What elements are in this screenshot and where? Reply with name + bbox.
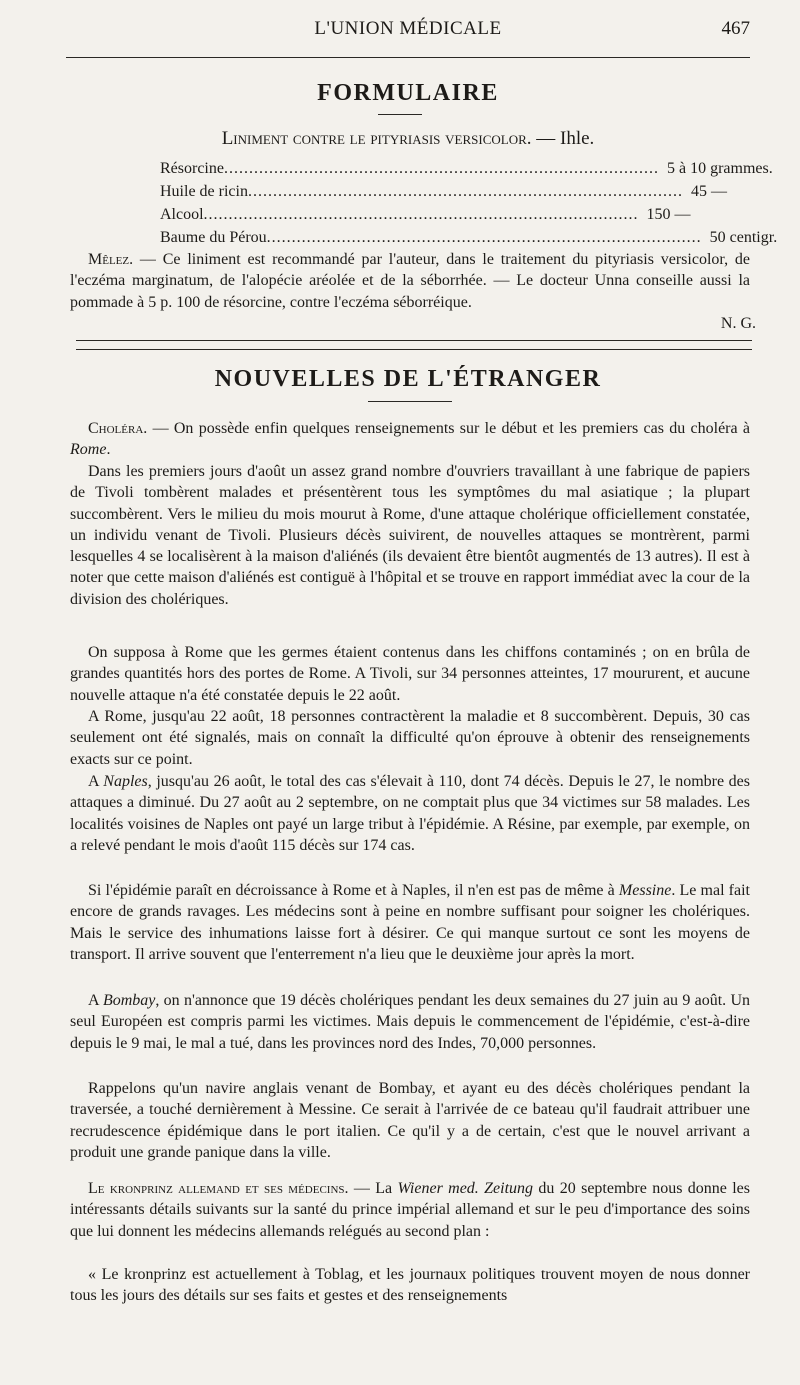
journal-name: Wiener med. Zeitung — [397, 1180, 534, 1197]
running-header — [66, 18, 750, 48]
formula-note — [70, 249, 750, 313]
bombay-text: , on n'annonce que 19 décès cholériques pendant les deux semaines du 27 juin au 9 août. Un seul Européen est compris parmi les victimes. Mais depuis le commencement de l'épidémie, c'est-à-dire depuis le 9 mai, le mal a tué, dans les provinces nord des Indes, 70,000 personnes. — [70, 992, 750, 1052]
formulaire-title: FORMULAIRE — [317, 80, 499, 106]
formulaire-title-underline — [378, 114, 422, 115]
naples-text: , jusqu'au 26 août, le total des cas s'élevait à 110, dont 74 décès. Depuis le 27, le nombre des attaques a diminué. Du 27 août au 2 septembre, on ne comptait plus que 34 victimes sur 58 malades. Les localités voisines de Naples ont payé un large tribut à l'épidémie. A Résine, par exemple, par exemple, on a relevé pendant le mois d'août 115 décès sur 174 cas. — [70, 773, 750, 854]
formula-ingredient-row — [160, 183, 727, 207]
naples-pre: A — [88, 773, 104, 790]
leader-dots: ....................................................................................... — [247, 183, 683, 200]
ingredient-dose: 50 centigr. — [709, 229, 778, 246]
paragraph-rome-onset: Dans les premiers jours d'août un assez grand nombre d'ouvriers travaillant à une fabrique de papiers de Tivoli tombèrent malades et présentèrent tous les symptômes du mal asiatique ; la plupart succombèrent. Vers le milieu du mois mourut à Rome, d'une attaque cholérique officiellement constatée, un individu venant de Tivoli. Plusieurs décès suivirent, de nouvelles attaques se montrèrent, parmi lesquelles 4 se localisèrent à la maison d'aliénés (ils devaient être bientôt augmentés de 13 autres). Il est à noter que cette maison d'aliénés est contiguë à l'hôpital et se trouve en rapport immédiat avec la cour de la division des cholériques. — [70, 463, 750, 608]
kronprinz-label: Le kronprinz allemand et ses médecins. — [88, 1180, 349, 1197]
cholera-label: Choléra. — [88, 420, 148, 437]
leader-dots: ....................................................................................... — [266, 229, 702, 246]
formula-heading-author: — Ihle. — [531, 128, 595, 149]
paragraph-rome-chiffons: On supposa à Rome que les germes étaient contenus dans les chiffons contaminés ; on en brûla de grandes quantités hors des portes de Rome. A Tivoli, sur 34 personnes atteintes, 17 moururent, et aucune nouvelle attaque n'a été constatée depuis le 22 août. — [70, 644, 750, 704]
formula-ingredient-row — [160, 160, 773, 184]
leader-dots: ....................................................................................... — [223, 160, 659, 177]
ingredient-dose: 45 — — [690, 183, 727, 200]
paragraph-bombay — [70, 990, 750, 1054]
ingredient-name: Baume du Pérou — [160, 229, 267, 246]
bombay-pre: A — [88, 992, 103, 1009]
paragraph-rome-cases: A Rome, jusqu'au 22 août, 18 personnes contractèrent la maladie et 8 succombèrent. Depuis, 30 cas seulement ont été signalés, mais on connaît la difficulté qu'on éprouve à obtenir des renseignements exacts sur ce point. — [70, 708, 750, 768]
note-text: — Ce liniment est recommandé par l'auteur, dans le traitement du pityriasis versicolor, de l'eczéma marginatum, de l'alopécie aréolée et de la séborrhée. — Le docteur Unna conseille aussi la pommade à 5 p. 100 de résorcine, contre l'eczéma séborréique. — [70, 251, 750, 311]
leader-dots: ....................................................................................... — [203, 206, 639, 223]
header-rule — [66, 57, 750, 58]
place-naples: Naples — [103, 773, 148, 790]
kronprinz-text-1: — La — [348, 1180, 398, 1197]
paragraph-ship: Rappelons qu'un navire anglais venant de Bombay, et ayant eu des décès cholériques pendant la traversée, a touché dernièrement à Messine. Ce serait à l'arrivée de ce bateau qu'il faudrait attribuer une recrudescence épidémique dans le port italien. Ce qu'il y a de certain, c'est que le nouvel arrivant a produit une grande panique dans la ville. — [70, 1080, 750, 1161]
place-bombay: Bombay — [102, 992, 156, 1009]
formula-heading — [66, 128, 750, 150]
page-number: 467 — [721, 18, 750, 39]
cholera-intro-end: . — [106, 441, 111, 459]
kronprinz-text-2: du 20 septembre nous donne les intéressants détails suivants sur la santé du prince impérial allemand et sur le peu d'importance des soins que lui donnent les médecins allemands relégués au second plan : — [70, 1180, 751, 1240]
place-messine: Messine — [618, 882, 672, 899]
ingredient-dose: 5 à 10 grammes. — [666, 160, 773, 177]
journal-title: L'UNION MÉDICALE — [314, 18, 502, 39]
ingredient-name: Huile de ricin — [160, 183, 248, 200]
cholera-intro-text: — On possède enfin quelques renseignements sur le début et les premiers cas du choléra à — [147, 420, 750, 437]
section-divider — [76, 340, 752, 350]
paragraph-kronprinz — [70, 1178, 750, 1242]
place-rome: Rome — [70, 441, 107, 459]
formula-signature: N. G. — [720, 315, 756, 332]
messine-text-2: . Le mal fait encore de grands ravages. Les médecins sont à peine en nombre suffisant pour soigner les cholériques. Mais le service des inhumations laisse fort à désirer. Ce qui manque surtout ce sont les moyens de transport. Il arrive souvent que l'enterrement n'a lieu que le deuxième jour après la mort. — [70, 882, 750, 963]
ingredient-name: Résorcine — [160, 160, 224, 177]
paragraph-quote: « Le kronprinz est actuellement à Toblag, et les journaux politiques trouvent moyen de nous donner tous les jours des détails sur ses faits et gestes et des renseignements — [70, 1266, 750, 1305]
formula-ingredient-row — [160, 206, 691, 230]
ingredient-name: Alcool — [160, 206, 204, 223]
nouvelles-title-underline — [368, 401, 452, 402]
paragraph-naples — [70, 771, 750, 856]
cholera-intro — [70, 418, 750, 461]
ingredient-dose: 150 — — [646, 206, 691, 223]
paragraph-messine — [70, 880, 750, 965]
messine-text-1: Si l'épidémie paraît en décroissance à Rome et à Naples, il n'en est pas de même à — [88, 882, 619, 899]
note-label: Mêlez. — [88, 251, 134, 268]
nouvelles-title: NOUVELLES DE L'ÉTRANGER — [214, 366, 602, 392]
formula-heading-title: Liniment contre le pityriasis versicolor. — [221, 128, 532, 149]
